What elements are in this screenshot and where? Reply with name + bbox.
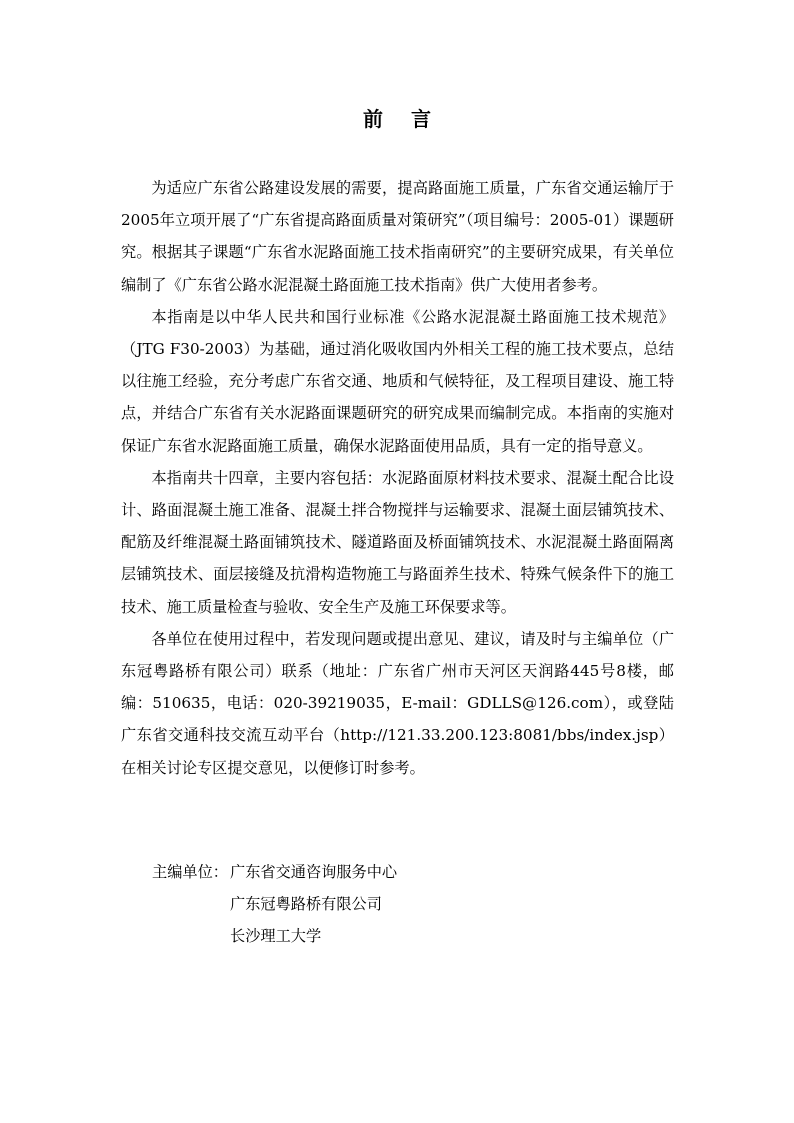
editor-row [152, 920, 397, 952]
paragraph-background: 为适应广东省公路建设发展的需要，提高路面施工质量，广东省交通运输厅于2005年立项开展了“广东省提高路面质量对策研究”（项目编号：2005-01）课题研究。根据其子课题“广东省水泥路面施工技术指南研究”的主要研究成果，有关单位编制了《广东省公路水泥混凝土路面施工技术指南》供广大使用者参考。 [121, 179, 674, 294]
chief-editors-block [152, 856, 397, 952]
title-char-2: 言 [411, 107, 431, 131]
preface-body [121, 172, 674, 784]
title-char-1: 前 [363, 107, 383, 131]
paragraph-basis: 本指南是以中华人民共和国行业标准《公路水泥混凝土路面施工技术规范》（JTG F30-2003）为基础，通过消化吸收国内外相关工程的施工技术要点，总结以往施工经验，充分考虑广东省交通、地质和气候特征，及工程项目建设、施工特点，并结合广东省有关水泥路面课题研究的研究成果而编制完成。本指南的实施对保证广东省水泥路面施工质量，确保水泥路面使用品质，具有一定的指导意义。 [121, 307, 674, 455]
editor-name: 广东冠粤路桥有限公司 [230, 895, 382, 913]
paragraph-contents: 本指南共十四章，主要内容包括：水泥路面原材料技术要求、混凝土配合比设计、路面混凝土施工准备、混凝土拌合物搅拌与运输要求、混凝土面层铺筑技术、配筋及纤维混凝土路面铺筑技术、隧道路面及桥面铺筑技术、水泥混凝土路面隔离层铺筑技术、面层接缝及抗滑构造物施工与路面养生技术、特殊气候条件下的施工技术、施工质量检查与验收、安全生产及施工环保要求等。 [121, 468, 674, 616]
editors-label: 主编单位： [152, 863, 228, 881]
editor-name: 长沙理工大学 [230, 927, 322, 945]
page-title [0, 103, 794, 132]
editor-name: 广东省交通咨询服务中心 [230, 863, 398, 881]
paragraph-feedback: 各单位在使用过程中，若发现问题或提出意见、建议，请及时与主编单位（广东冠粤路桥有限公司）联系（地址：广东省广州市天河区天润路445号8楼，邮编：510635，电话：020-39219035，E-mail：GDLLS@126.com），或登陆广东省交通科技交流互动平台（http://121.33.200.123:8081/bbs/index.jsp）在相关讨论专区提交意见，以便修订时参考。 [121, 629, 674, 777]
editor-row [152, 856, 397, 888]
editor-row [152, 888, 397, 920]
